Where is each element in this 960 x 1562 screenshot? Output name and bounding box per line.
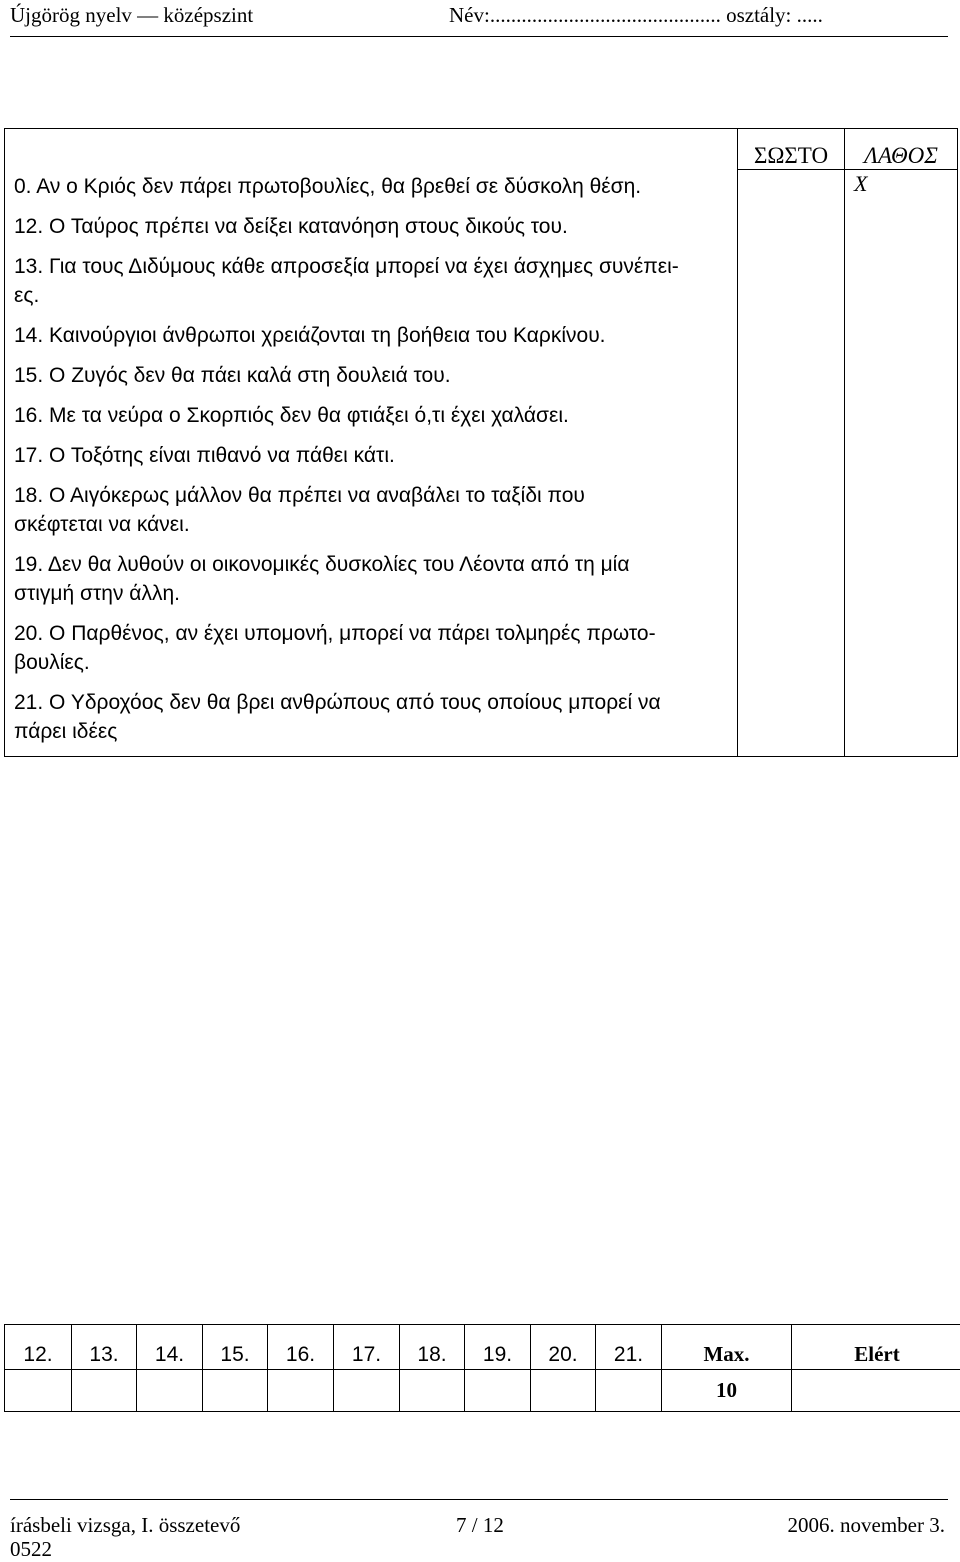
wrong-answers-cell[interactable] — [845, 170, 958, 757]
statement-text: 15. Ο Ζυγός δεν θα πάει καλά στη δουλειά του. — [14, 361, 729, 390]
max-label: Max. — [662, 1325, 792, 1370]
statement-item — [14, 252, 729, 310]
statement-text: 0. Αν ο Κριός δεν πάρει πρωτοβουλίες, θα βρεθεί σε δύσκολη θέση. — [14, 172, 729, 201]
statement-text: 12. Ο Ταύρος πρέπει να δείξει κατανόηση στους δικούς του. — [14, 212, 729, 241]
score-input-18[interactable] — [400, 1370, 465, 1412]
max-value: 10 — [662, 1370, 792, 1412]
score-label-18: 18. — [400, 1325, 465, 1370]
statement-text-continuation: σκέφτεται να κάνει. — [14, 510, 729, 539]
header-name-class: Név:............................................ osztály: ..... — [449, 3, 823, 28]
score-label-21: 21. — [596, 1325, 662, 1370]
statement-header-cell — [5, 129, 738, 170]
correct-column-header: ΣΩΣΤΟ — [738, 129, 845, 170]
statement-text-continuation: πάρει ιδέες — [14, 717, 729, 746]
score-input-15[interactable] — [203, 1370, 268, 1412]
page-header — [10, 0, 948, 36]
statement-text: 13. Για τους Διδύμους κάθε απροσεξία μπορεί να έχει άσχημες συνέπει- — [14, 252, 729, 281]
score-input-12[interactable] — [5, 1370, 72, 1412]
score-table — [4, 1324, 960, 1412]
score-input-16[interactable] — [268, 1370, 334, 1412]
header-subject: Újgörög nyelv — középszint — [10, 3, 253, 28]
true-false-table — [4, 128, 958, 757]
score-labels-row — [5, 1325, 960, 1370]
statement-text-continuation: βουλίες. — [14, 648, 729, 677]
statement-text: 14. Καινούργιοι άνθρωποι χρειάζονται τη βοήθεια του Καρκίνου. — [14, 321, 729, 350]
statement-text: 21. Ο Υδροχόος δεν θα βρει ανθρώπους από τους οποίους μπορεί να — [14, 688, 729, 717]
statement-text-continuation: ες. — [14, 281, 729, 310]
footer-code: 0522 — [10, 1537, 52, 1562]
statement-item — [14, 619, 729, 677]
score-input-21[interactable] — [596, 1370, 662, 1412]
footer-divider — [10, 1499, 948, 1500]
score-label-19: 19. — [465, 1325, 531, 1370]
score-input-19[interactable] — [465, 1370, 531, 1412]
wrong-column-header: ΛΑΘΟΣ — [845, 129, 958, 170]
statement-text: 18. Ο Αιγόκερως μάλλον θα πρέπει να αναβάλει το ταξίδι που — [14, 481, 729, 510]
footer-date: 2006. november 3. — [788, 1513, 945, 1538]
score-label-13: 13. — [72, 1325, 137, 1370]
footer-exam-type: írásbeli vizsga, I. összetevő — [10, 1513, 240, 1538]
score-label-20: 20. — [531, 1325, 596, 1370]
statement-text-continuation: στιγμή στην άλλη. — [14, 579, 729, 608]
statement-list — [14, 172, 729, 746]
statement-item — [14, 401, 729, 430]
example-mark: X — [854, 171, 867, 196]
statement-item — [14, 321, 729, 350]
achieved-label: Elért — [792, 1325, 960, 1370]
statement-item — [14, 361, 729, 390]
statement-item — [14, 550, 729, 608]
footer-page-number: 7 / 12 — [456, 1513, 504, 1538]
statement-item — [14, 481, 729, 539]
score-values-row — [5, 1370, 960, 1412]
statement-text: 16. Με τα νεύρα ο Σκορπιός δεν θα φτιάξει ό,τι έχει χαλάσει. — [14, 401, 729, 430]
score-input-13[interactable] — [72, 1370, 137, 1412]
statement-item — [14, 688, 729, 746]
score-input-17[interactable] — [334, 1370, 400, 1412]
achieved-score-input[interactable] — [792, 1370, 960, 1412]
score-label-12: 12. — [5, 1325, 72, 1370]
score-label-16: 16. — [268, 1325, 334, 1370]
statement-text: 17. Ο Τοξότης είναι πιθανό να πάθει κάτι. — [14, 441, 729, 470]
statements-cell — [5, 170, 738, 757]
statement-text: 19. Δεν θα λυθούν οι οικονομικές δυσκολίες του Λέοντα από τη μία — [14, 550, 729, 579]
score-input-14[interactable] — [137, 1370, 203, 1412]
statement-item — [14, 212, 729, 241]
correct-answers-cell[interactable] — [738, 170, 845, 757]
statement-item — [14, 172, 729, 201]
score-label-14: 14. — [137, 1325, 203, 1370]
score-label-17: 17. — [334, 1325, 400, 1370]
score-input-20[interactable] — [531, 1370, 596, 1412]
statement-item — [14, 441, 729, 470]
header-divider — [10, 36, 948, 37]
score-label-15: 15. — [203, 1325, 268, 1370]
statement-text: 20. Ο Παρθένος, αν έχει υπομονή, μπορεί να πάρει τολμηρές πρωτο- — [14, 619, 729, 648]
